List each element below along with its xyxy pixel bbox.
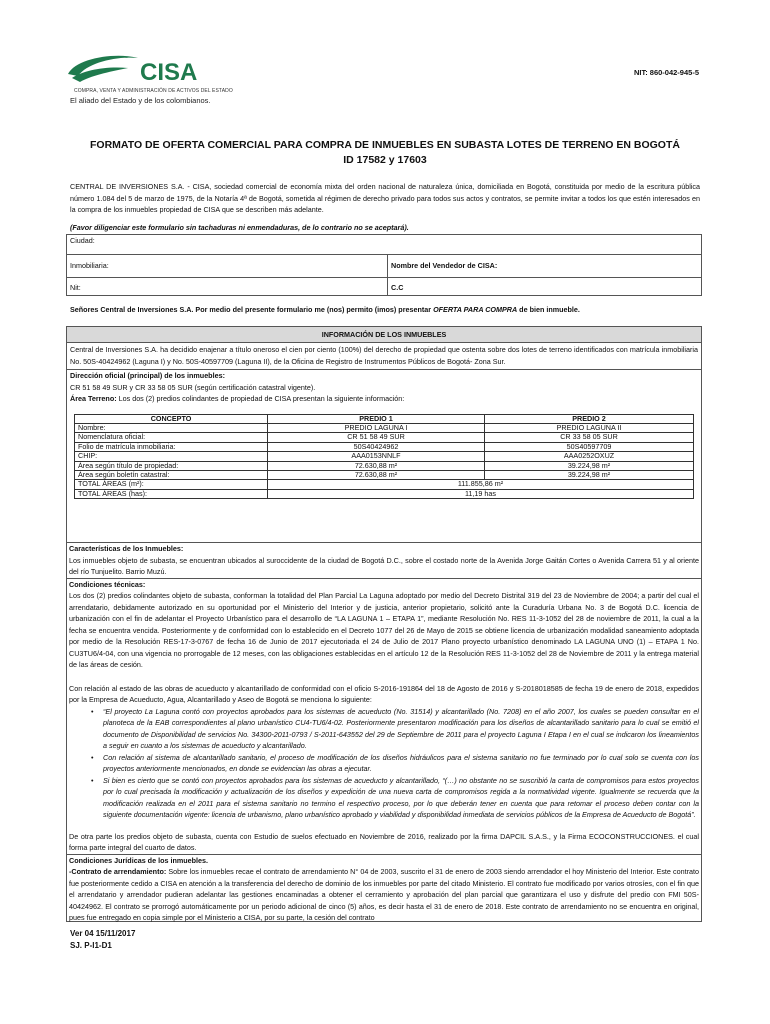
- offer-statement: [70, 305, 580, 314]
- row-value-2: CR 33 58 05 SUR: [485, 433, 694, 442]
- list-item: [69, 752, 699, 775]
- form-note: (Favor diligenciar este formulario sin tachaduras ni enmendaduras, de lo contrario no se aceptará).: [70, 223, 409, 232]
- direction-value: CR 51 58 49 SUR y CR 33 58 05 SUR (según certificación catastral vigente).: [70, 382, 316, 392]
- row-label: Folio de matrícula inmobiliaria:: [75, 442, 268, 451]
- total-value: 11,19 has: [268, 489, 694, 498]
- row-value-2: AAA0252OXUZ: [485, 452, 694, 461]
- footer-code: SJ. P-I1-D1: [70, 941, 112, 950]
- direction-block: [67, 370, 701, 405]
- offer-statement-after: de bien inmueble.: [517, 305, 580, 314]
- bullet-text: “El proyecto La Laguna contó con proyectos aprobados para los sistemas de acueducto (No. 31514) y alcantarillado (No. 7208) en el año 2007, los cuales se pueden consultar en el planoteca de la EAB correspondientes al plano urbanístico CU4-TU6/4-02. Posteriormente presentaron modificación para los diseños de alcantarillado sanitario para lo cual se emitió el documento de Disponibilidad de servicios No. 34300-2011-0793 / S-2011-643552 del 29 de Septiembre de 2011 para el proyecto Laguna I Etapa I en el cual se indicaron los lineamientos a seguir en cuanto a los sistemas de acueducto y alcantarillado.: [103, 706, 699, 750]
- area-line: [70, 393, 698, 405]
- juridicas-text: [69, 866, 699, 924]
- offer-statement-before: Señores Central de Inversiones S.A. Por medio del presente formulario me (nos) permito (imos) presentar: [70, 305, 434, 314]
- juridicas-body: Sobre los inmuebles recae el contrato de arrendamiento N° 04 de 2003, suscrito el 31 de enero de 2003 siendo arrendador el hoy Ministerio del Interior. Este contrato fue posteriormente cedido a CISA en atención a la transferencia del derecho de dominio de los inmuebles por parte del citado Ministerio. El contrato fue modificado por varios otrosíes, con el fin que el arrendatario y arrendador pudieran adelantar las gestiones encaminadas a obtener el cerramiento y aprobación del plan parcial que garantizara el uso y disfrute del predio con FMI 50S-40424962. El contrato se prorrogó automáticamente por un periodo adicional de cinco (5) años, es decir hasta el 31 de enero de 2018. Este contrato de arrendamiento no se encuentra en original, pues fue entregado en copia simple por el Ministerio a CISA, por su parte, la cesión del contrato: [69, 867, 699, 922]
- document-title: [68, 138, 702, 168]
- logo-tagline: COMPRA, VENTA Y ADMINISTRACIÓN DE ACTIVOS DEL ESTADO: [74, 88, 233, 94]
- juridicas-label: Condiciones Jurídicas de los inmuebles.: [69, 855, 208, 865]
- row-value-1: 50S40424962: [268, 442, 485, 451]
- inmobiliaria-label: Inmobiliaria:: [70, 261, 109, 270]
- info-paragraph: Central de Inversiones S.A. ha decidido enajenar a título oneroso el cien por ciento (100%) del derecho de propiedad que ostenta sobre dos lotes de terreno identificados con matrícula inmobiliaria No. 50S-40424962 (Laguna I) y No. 50S-40597709 (Laguna II), de la Oficina de Registro de Instrumentos Públicos de Bogotá- Zona Sur.: [67, 343, 701, 370]
- tecnicas-p2: Con relación al estado de las obras de acueducto y alcantarillado de conformidad con el oficio S-2016-191864 del 18 de Agosto de 2016 y S-2018018585 de fecha 19 de enero de 2018, expedidos por la Empresa de Acueducto, Agua, Alcantarillado y Aseo de Bogotá se menciona lo siguiente:: [69, 683, 699, 704]
- table-total-row: [75, 480, 694, 489]
- list-item: [69, 775, 699, 821]
- tecnicas-p1: Los dos (2) predios colindantes objeto de subasta, conforman la totalidad del Plan Parcial La Laguna adoptado por medio del Decreto Distrital 319 del 23 de Noviembre de 2004; a partir del cual el arrendatario, debidamente autorizado en su oportunidad por el Ministerio del Interior y de justicia, anterior propietario, solicitó ante la Curaduría Urbana No. 3 de Bogotá D.C. licencia de urbanización con el fin de adelantar el Proyecto Urbanístico para el desarrollo de “LA LAGUNA 1 – ETAPA 1”, mediante Resolución No. RES 11-3-1052 del 28 de noviembre de 2011, la cual a la fecha se encuentra vencida. Posteriormente y de conformidad con lo establecido en el Decreto 1077 del 26 de Mayo de 2015 se obtiene licencia de urbanización modalidad saneamiento adoptada por medio de la Resolución RES-17-3-0767 de fecha 16 de Junio de 2017 ejecutoriada el 24 de Julio de 2017 Plano proyecto urbanístico denominado LA LAGUNA UNO (1) – ETAPA 1 No. CU3TU6/4-04, con una vigencia no prorrogable de 12 meses, con las obligaciones establecidas en el artículo 12 de la Resolución RES 11-3-1052 del 28 de Noviembre de 2011 y la entrega material de las áreas de cesión.: [69, 591, 699, 669]
- table-total-row: [75, 489, 694, 498]
- properties-table: [74, 414, 694, 500]
- bullet-icon: •: [91, 706, 94, 716]
- row-value-1: 72.630,88 m²: [268, 461, 485, 470]
- intro-paragraph: CENTRAL DE INVERSIONES S.A. - CISA, sociedad comercial de economía mixta del orden nacional de naturaleza única, domiciliada en Bogotá, constituida por medio de la escritura pública número 1.084 del 5 de marzo de 1975, de la Notaría 4ª de Bogotá, sometida al régimen de derecho privado para todos sus actos y contratos, se permite invitar a todos los que estén interesados en la compra de los inmuebles propiedad de CISA que se describen más adelante.: [70, 182, 700, 214]
- tecnicas-label: Condiciones técnicas:: [69, 579, 146, 589]
- juridicas-block: [66, 854, 702, 924]
- caracteristicas-text: Los inmuebles objeto de subasta, se encuentran ubicados al suroccidente de la ciudad de Bogotá D.C., sobre el costado norte de la Avenida Jorge Gaitán Cortes o Avenida Carrera 51 y al oriente del río Tunjuelito. Barrio Muzú.: [69, 555, 699, 576]
- row-value-1: PREDIO LAGUNA I: [268, 423, 485, 432]
- nit-label: Nit:: [70, 283, 81, 292]
- bullet-text: Si bien es cierto que se contó con proyectos aprobados para los sistemas de acueducto y alcantarillado, “(…) no obstante no se suscribió la carta de compromisos para estos proyectos por lo cual precisada la modificación y actualización de los diseños y expedición de una nueva carta de compromisos regida a la normatividad vigente. Igualmente se recuerda que la modificación realizada en el 2011 para el sistema sanitario no termino el respectivo proceso, por lo que deberán tener en cuenta que para retomar el proceso deben contar con la siguiente documentación vigente: licencia de urbanismo, plano urbanístico aprobado y viabilidad y disponibilidad inmediata de servicios públicos de la Empresa de Acueducto de Bogotá”.: [103, 775, 699, 819]
- juridicas-sub-label: -Contrato de arrendamiento:: [69, 867, 167, 876]
- row-value-2: 39.224,98 m²: [485, 461, 694, 470]
- cc-label: C.C: [391, 283, 404, 292]
- slogan: El aliado del Estado y de los colombianos.: [70, 96, 211, 105]
- tecnicas-bullets: [69, 706, 699, 821]
- header-predio-1: PREDIO 1: [268, 414, 485, 423]
- table-row: [75, 433, 694, 442]
- tecnicas-p3: De otra parte los predios objeto de subasta, cuenta con Estudio de suelos efectuado en Noviembre de 2016, realizado por la firma DAPCIL S.A.S., y la Firma ECOCONSTRUCCIONES. el cual forma parte integral del cuarto de datos.: [69, 831, 699, 852]
- footer: [70, 928, 135, 952]
- row-label: Área según título de propiedad:: [75, 461, 268, 470]
- details-block: [69, 542, 699, 924]
- bullet-icon: •: [91, 752, 94, 762]
- list-item: [69, 706, 699, 752]
- field-ciudad[interactable]: [66, 234, 702, 255]
- title-line-2: ID 17582 y 17603: [343, 154, 427, 166]
- caracteristicas-block: [66, 542, 702, 578]
- vendedor-label: Nombre del Vendedor de CISA:: [391, 261, 498, 270]
- direction-label: Dirección oficial (principal) de los inmuebles:: [70, 371, 225, 380]
- field-inmobiliaria[interactable]: [66, 254, 388, 278]
- ciudad-label: Ciudad:: [70, 236, 95, 245]
- row-label: Nombre:: [75, 423, 268, 432]
- row-value-2: PREDIO LAGUNA II: [485, 423, 694, 432]
- table-header-row: [75, 414, 694, 423]
- row-value-1: CR 51 58 49 SUR: [268, 433, 485, 442]
- field-vendedor[interactable]: [387, 254, 702, 278]
- total-value: 111.855,86 m²: [268, 480, 694, 489]
- header-concepto: CONCEPTO: [75, 414, 268, 423]
- row-value-1: 72.630,88 m²: [268, 470, 485, 479]
- footer-version: Ver 04 15/11/2017: [70, 929, 136, 938]
- tecnicas-block: [66, 578, 702, 854]
- company-nit: NIT: 860-042-945-5: [633, 68, 699, 77]
- row-value-1: AAA0153NNLF: [268, 452, 485, 461]
- area-label: Área Terreno:: [70, 394, 117, 403]
- area-value: Los dos (2) predios colindantes de propiedad de CISA presentan la siguiente información:: [116, 394, 405, 403]
- row-label: Nomenclatura oficial:: [75, 433, 268, 442]
- field-cc[interactable]: [387, 277, 702, 296]
- caracteristicas-label: Características de los Inmuebles:: [69, 544, 184, 553]
- bullet-text: Con relación al sistema de alcantarillado sanitario, el proceso de modificación de los diseños hidráulicos para el sistema sanitario no fue terminado por lo cual solo se cuenta con los proyectos anteriormente mencionados, en donde se evidencian las obras a ejecutar.: [103, 752, 699, 773]
- row-label: CHIP:: [75, 452, 268, 461]
- logo-text: CISA: [140, 59, 198, 86]
- offer-statement-emph: OFERTA PARA COMPRA: [433, 305, 518, 314]
- info-heading: INFORMACIÓN DE LOS INMUEBLES: [67, 327, 701, 343]
- field-nit[interactable]: [66, 277, 388, 296]
- table-row: [75, 452, 694, 461]
- row-value-2: 50S40597709: [485, 442, 694, 451]
- title-line-1: FORMATO DE OFERTA COMERCIAL PARA COMPRA DE INMUEBLES EN SUBASTA LOTES DE TERRENO EN BOGOTÁ: [90, 139, 680, 151]
- row-value-2: 39.224,98 m²: [485, 470, 694, 479]
- row-label: Área según boletín catastral:: [75, 470, 268, 479]
- total-label: TOTAL ÁREAS (m²):: [75, 480, 268, 489]
- table-row: [75, 470, 694, 479]
- total-label: TOTAL ÁREAS (has):: [75, 489, 268, 498]
- header-predio-2: PREDIO 2: [485, 414, 694, 423]
- bullet-icon: •: [91, 775, 94, 785]
